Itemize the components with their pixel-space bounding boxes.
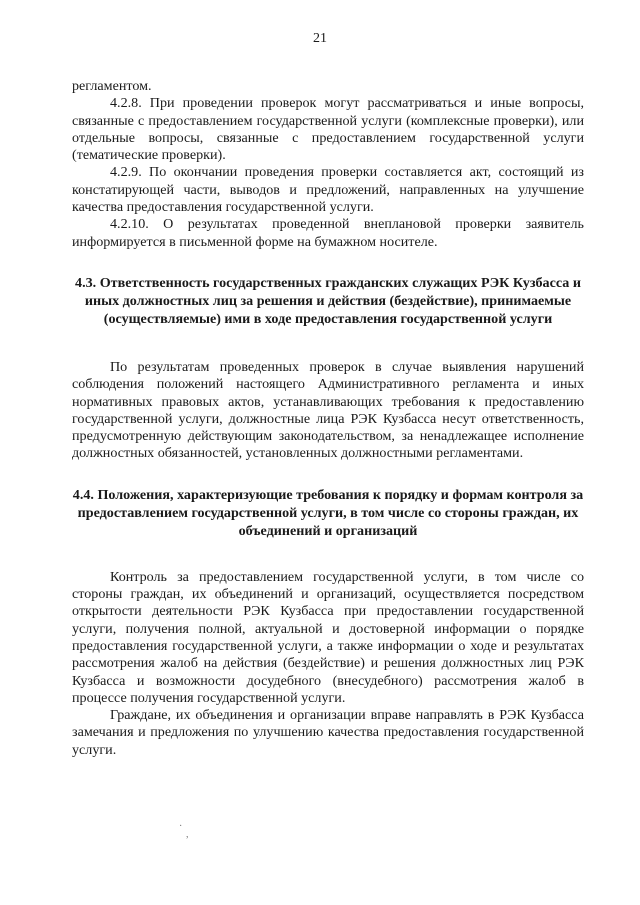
section-4-3-body: По результатам проведенных проверок в случае выявления нарушений соблюдения положений настоящего Административного регламента и иных нормативных правовых актов, устанавливающих требования к предоставлению государственной услуги, должностные лица РЭК Кузбасса несут ответственность, предусмотренную действующим законодательством, за ненадлежащее исполнение должностных обязанностей, установленных должностными регламентами. <box>72 358 584 462</box>
paragraph-continuation: регламентом. <box>72 78 152 94</box>
document-body <box>72 78 584 759</box>
section-4-3-heading: 4.3. Ответственность государственных гражданских служащих РЭК Кузбасса и иных должностных лиц за решения и действия (бездействие), принимаемые (осуществляемые) ими в ходе предоставления государственной услуги <box>75 274 581 327</box>
section-4-4-body-1: Контроль за предоставлением государственной услуги, в том числе со стороны граждан, их объединений и организаций, осуществляется посредством открытости деятельности РЭК Кузбасса при предоставлении государственной услуги, получения полной, актуальной и достоверной информации о порядке предоставления государственной услуги, а также информации о ходе и результатах рассмотрения жалоб на действия (бездействие) и решения должностных лиц РЭК Кузбасса и возможности досудебного (внесудебного) рассмотрения жалоб в процессе получения государственной услуги. <box>72 568 584 706</box>
scan-speck-mark: , <box>186 829 189 840</box>
scan-speck-mark: · <box>179 821 183 832</box>
paragraph-4-2-9: 4.2.9. По окончании проведения проверки составляется акт, состоящий из констатирующей части, выводов и предложений, направленных на улучшение качества предоставления государственной услуги. <box>72 164 584 216</box>
page-number: 21 <box>313 31 327 46</box>
paragraph-4-2-10: 4.2.10. О результатах проведенной внеплановой проверки заявитель информируется в письменной форме на бумажном носителе. <box>72 216 584 250</box>
paragraph-4-2-8: 4.2.8. При проведении проверок могут рассматриваться и иные вопросы, связанные с предоставлением государственной услуги (комплексные проверки), или отдельные вопросы, связанные с предоставлением государственной услуги (тематические проверки). <box>72 95 584 164</box>
section-4-4-body-2: Граждане, их объединения и организации вправе направлять в РЭК Кузбасса замечания и предложения по улучшению качества предоставления государственной услуги. <box>72 707 584 758</box>
section-4-4-heading: 4.4. Положения, характеризующие требования к порядку и формам контроля за предоставлением государственной услуги, в том числе со стороны граждан, их объединений и организаций <box>72 486 584 539</box>
